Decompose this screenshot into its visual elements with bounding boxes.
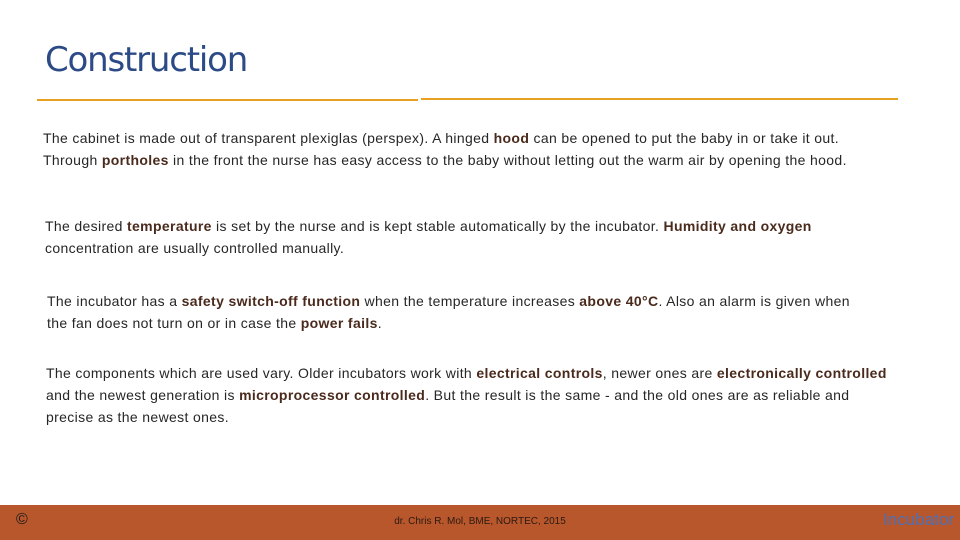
- slide-title: Construction: [45, 40, 248, 80]
- paragraph-text: The desired: [45, 218, 128, 234]
- highlighted-term: microprocessor controlled: [239, 387, 426, 403]
- highlighted-term: electrical controls: [476, 365, 603, 381]
- paragraph-text: .: [377, 315, 382, 331]
- paragraph-text: The incubator has a: [47, 293, 182, 309]
- highlighted-term: temperature: [127, 218, 212, 234]
- highlighted-term: Humidity and oxygen: [663, 218, 812, 234]
- paragraph-text: in the front the nurse has easy access to the baby without letting out the warm air by opening the hood.: [168, 152, 847, 168]
- paragraph-text: . Also an alarm is given when the fan does not turn on or in case the: [47, 293, 850, 331]
- paragraph-safety: [47, 290, 867, 334]
- paragraph-temperature: [45, 215, 865, 259]
- highlighted-term: hood: [493, 130, 530, 146]
- paragraph-text: The cabinet is made out of transparent plexiglas (perspex). A hinged: [43, 130, 494, 146]
- paragraph-cabinet: [43, 127, 863, 171]
- paragraph-text: . But the result is the same - and the old ones are as reliable and precise as the newest ones.: [46, 387, 850, 425]
- highlighted-term: above 40°C: [579, 293, 659, 309]
- footer-brand: Incubator: [883, 510, 954, 529]
- copyright-icon: ©: [16, 511, 28, 528]
- paragraph-text: can be opened to put the baby in or take it out. Through: [43, 130, 840, 168]
- footer-bar: [0, 505, 960, 540]
- paragraph-text: concentration are usually controlled manually.: [45, 240, 345, 256]
- paragraph-text: , newer ones are: [602, 365, 717, 381]
- paragraph-text: when the temperature increases: [360, 293, 580, 309]
- paragraph-text: The components which are used vary. Older incubators work with: [46, 365, 477, 381]
- highlighted-term: safety switch-off function: [181, 293, 361, 309]
- paragraph-text: is set by the nurse and is kept stable automatically by the incubator.: [211, 218, 664, 234]
- highlighted-term: electronically controlled: [716, 365, 887, 381]
- title-divider-left: [37, 99, 418, 101]
- paragraph-text: and the newest generation is: [46, 387, 240, 403]
- highlighted-term: power fails: [300, 315, 378, 331]
- paragraph-components: [46, 362, 896, 428]
- footer-credit: dr. Chris R. Mol, BME, NORTEC, 2015: [394, 516, 566, 527]
- title-divider-right: [421, 98, 898, 100]
- highlighted-term: portholes: [101, 152, 169, 168]
